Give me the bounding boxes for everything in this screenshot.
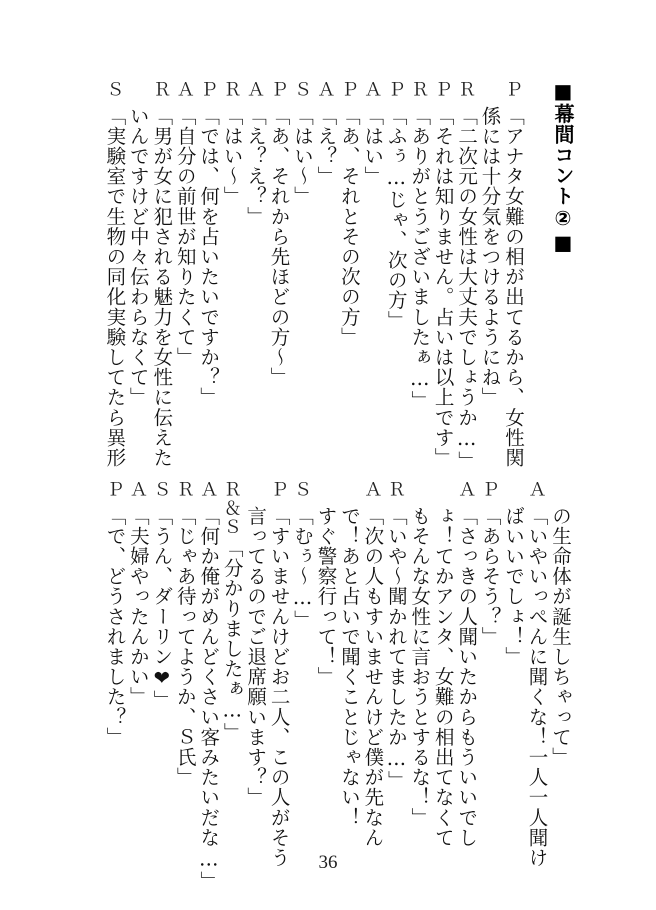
speaker-label: Ａ xyxy=(198,480,219,499)
dialogue-text: 「何か俺がめんどくさい客みたいだな…」 xyxy=(197,505,221,892)
dialogue-text: 「じゃあ待ってようか、Ｓ氏」 xyxy=(173,505,197,788)
dialogue-text: 「うん、ダーリン❤」 xyxy=(150,505,174,711)
speaker-label: Ａ xyxy=(245,80,266,99)
dialogue-line xyxy=(455,80,477,471)
dialogue-line xyxy=(315,480,337,687)
speaker-label: Ｒ xyxy=(409,80,430,99)
dialogue-text: 「え？え？」 xyxy=(244,105,268,227)
dialogue-line xyxy=(432,480,454,847)
speaker-label: Ａ xyxy=(362,480,383,499)
dialogue-line xyxy=(127,480,149,707)
speaker-label: Ｐ xyxy=(104,480,125,499)
dialogue-line xyxy=(127,80,149,407)
dialogue-line xyxy=(197,80,219,407)
speaker-label: Ｐ xyxy=(432,80,453,99)
speaker-label: Ｒ xyxy=(151,80,172,99)
dialogue-line xyxy=(314,80,336,186)
dialogue-text: 「むぅ〜…」 xyxy=(291,505,315,630)
dialogue-text: 「男が女に犯される魅力を女性に伝えた xyxy=(150,105,174,468)
speaker-label: Ａ xyxy=(526,480,547,499)
dialogue-text: すぐ警察行って！」 xyxy=(314,505,338,687)
dialogue-line xyxy=(408,80,430,411)
speaker-label: Ｐ xyxy=(503,80,523,99)
speaker-label: Ａ xyxy=(315,80,336,99)
dialogue-line xyxy=(479,480,501,646)
dialogue-text: の生命体が誕生しちゃって」 xyxy=(549,505,572,767)
dialogue-text: 「ありがとうございましたぁ…」 xyxy=(408,105,432,411)
dialogue-text: 「ふぅ…じゃ、次の方」 xyxy=(384,105,408,331)
dialogue-text: 「いや〜聞かれてましたか…」 xyxy=(384,505,408,791)
dialogue-line xyxy=(174,80,196,367)
speaker-label: Ｐ xyxy=(268,80,289,99)
dialogue-text: 「はい〜」 xyxy=(220,105,244,207)
dialogue-line xyxy=(150,480,172,710)
dialogue-text: 「次の人もすいませんけど僕が先なん xyxy=(361,505,385,848)
dialogue-line xyxy=(432,80,454,467)
speaker-label: Ｐ xyxy=(268,480,289,499)
dialogue-line xyxy=(455,480,477,847)
dialogue-text: ょ！てかアンタ、女難の相出てなくて xyxy=(431,505,455,848)
dialogue-text: 言ってるのでご退席願います？」 xyxy=(244,505,268,808)
dialogue-text: 「で、どうされました？」 xyxy=(103,505,127,747)
speaker-label: Ｒ xyxy=(385,480,406,499)
dialogue-line xyxy=(103,480,125,747)
speaker-label: Ｒ xyxy=(221,80,242,99)
dialogue-text: 「二次元の女性は大丈夫でしょうか…」 xyxy=(455,105,479,471)
speaker-label: Ｐ xyxy=(198,80,219,99)
dialogue-text: 「自分の前世が知りたくて」 xyxy=(173,105,197,367)
speaker-label: Ｓ xyxy=(292,480,313,499)
dialogue-text: 「実験室で生物の同化実験してたら異形 xyxy=(103,105,127,468)
dialogue-line xyxy=(502,480,524,666)
dialogue-text: 「分かりましたぁ…」 xyxy=(220,537,244,743)
dialogue-line xyxy=(338,480,360,827)
dialogue-line xyxy=(526,480,548,867)
dialogue-line xyxy=(197,480,219,891)
section-title: ■幕間コント②■ xyxy=(551,79,575,255)
dialogue-text: 「さっきの人聞いたからもういいでし xyxy=(455,505,479,848)
speaker-label: Ａ xyxy=(456,480,477,499)
dialogue-line xyxy=(221,80,243,206)
dialogue-text: で！あと占いで聞くことじゃない！ xyxy=(337,505,361,828)
dialogue-text: もそんな女性に言おうとするな！」 xyxy=(408,505,432,828)
dialogue-line xyxy=(549,480,571,767)
dialogue-text: 「では、何を占いたいですか？」 xyxy=(197,105,221,408)
dialogue-line xyxy=(291,480,313,630)
dialogue-line xyxy=(268,480,290,867)
speaker-label: Ｒ xyxy=(174,480,195,499)
dialogue-text: 係には十分気をつけるようにね」 xyxy=(478,105,502,408)
dialogue-line xyxy=(385,80,407,330)
speaker-label: Ｐ xyxy=(338,80,359,99)
dialogue-line xyxy=(408,480,430,827)
dialogue-line xyxy=(244,480,266,807)
dialogue-line xyxy=(385,480,407,791)
dialogue-line xyxy=(103,80,125,467)
dialogue-text: 「え？」 xyxy=(314,105,338,187)
dialogue-text: 「それは知りません。占いは以上です」 xyxy=(431,105,455,468)
dialogue-text: 「すいませんけどお二人、この人がそう xyxy=(267,505,291,868)
speaker-label: Ａ xyxy=(127,480,148,499)
speaker-label: Ｐ xyxy=(479,480,500,499)
speaker-label: Ａ xyxy=(174,80,195,99)
dialogue-text: 「あ、それから先ほどの方〜」 xyxy=(267,105,291,388)
dialogue-line xyxy=(268,80,290,387)
speaker-label: Ｒ xyxy=(456,80,477,99)
dialogue-line xyxy=(291,80,313,206)
dialogue-line xyxy=(361,80,383,186)
dialogue-line xyxy=(338,80,360,347)
dialogue-text: 「夫婦やったんかい」 xyxy=(126,505,150,707)
dialogue-text: 「はい〜」 xyxy=(290,105,314,207)
dialogue-text: 「はい」 xyxy=(361,105,385,187)
dialogue-line xyxy=(361,480,383,847)
dialogue-line xyxy=(150,80,172,467)
dialogue-line xyxy=(502,80,524,467)
speaker-label: Ｒ＆Ｓ xyxy=(221,480,242,536)
dialogue-line xyxy=(221,480,243,742)
dialogue-text: 「あ、それとその次の方」 xyxy=(337,105,361,347)
dialogue-line xyxy=(244,80,266,226)
speaker-label: Ａ xyxy=(362,80,383,99)
dialogue-text: いんですけど中々伝わらなくて」 xyxy=(126,105,150,408)
dialogue-text: ばいいでしょ！」 xyxy=(502,505,526,667)
speaker-label: Ｓ xyxy=(151,480,172,499)
dialogue-text: 「あらそう？」 xyxy=(478,505,502,647)
speaker-label: Ｐ xyxy=(385,80,406,99)
page-number: 36 xyxy=(318,852,338,873)
dialogue-line xyxy=(479,80,501,407)
speaker-label: Ｓ xyxy=(291,80,312,99)
dialogue-line xyxy=(174,480,196,787)
dialogue-text: 「アナタ女難の相が出てるから、女性関 xyxy=(502,105,525,468)
dialogue-text: 「いやいっぺんに聞くな！一人一人聞け xyxy=(525,505,549,868)
speaker-label: Ｓ xyxy=(104,80,125,99)
